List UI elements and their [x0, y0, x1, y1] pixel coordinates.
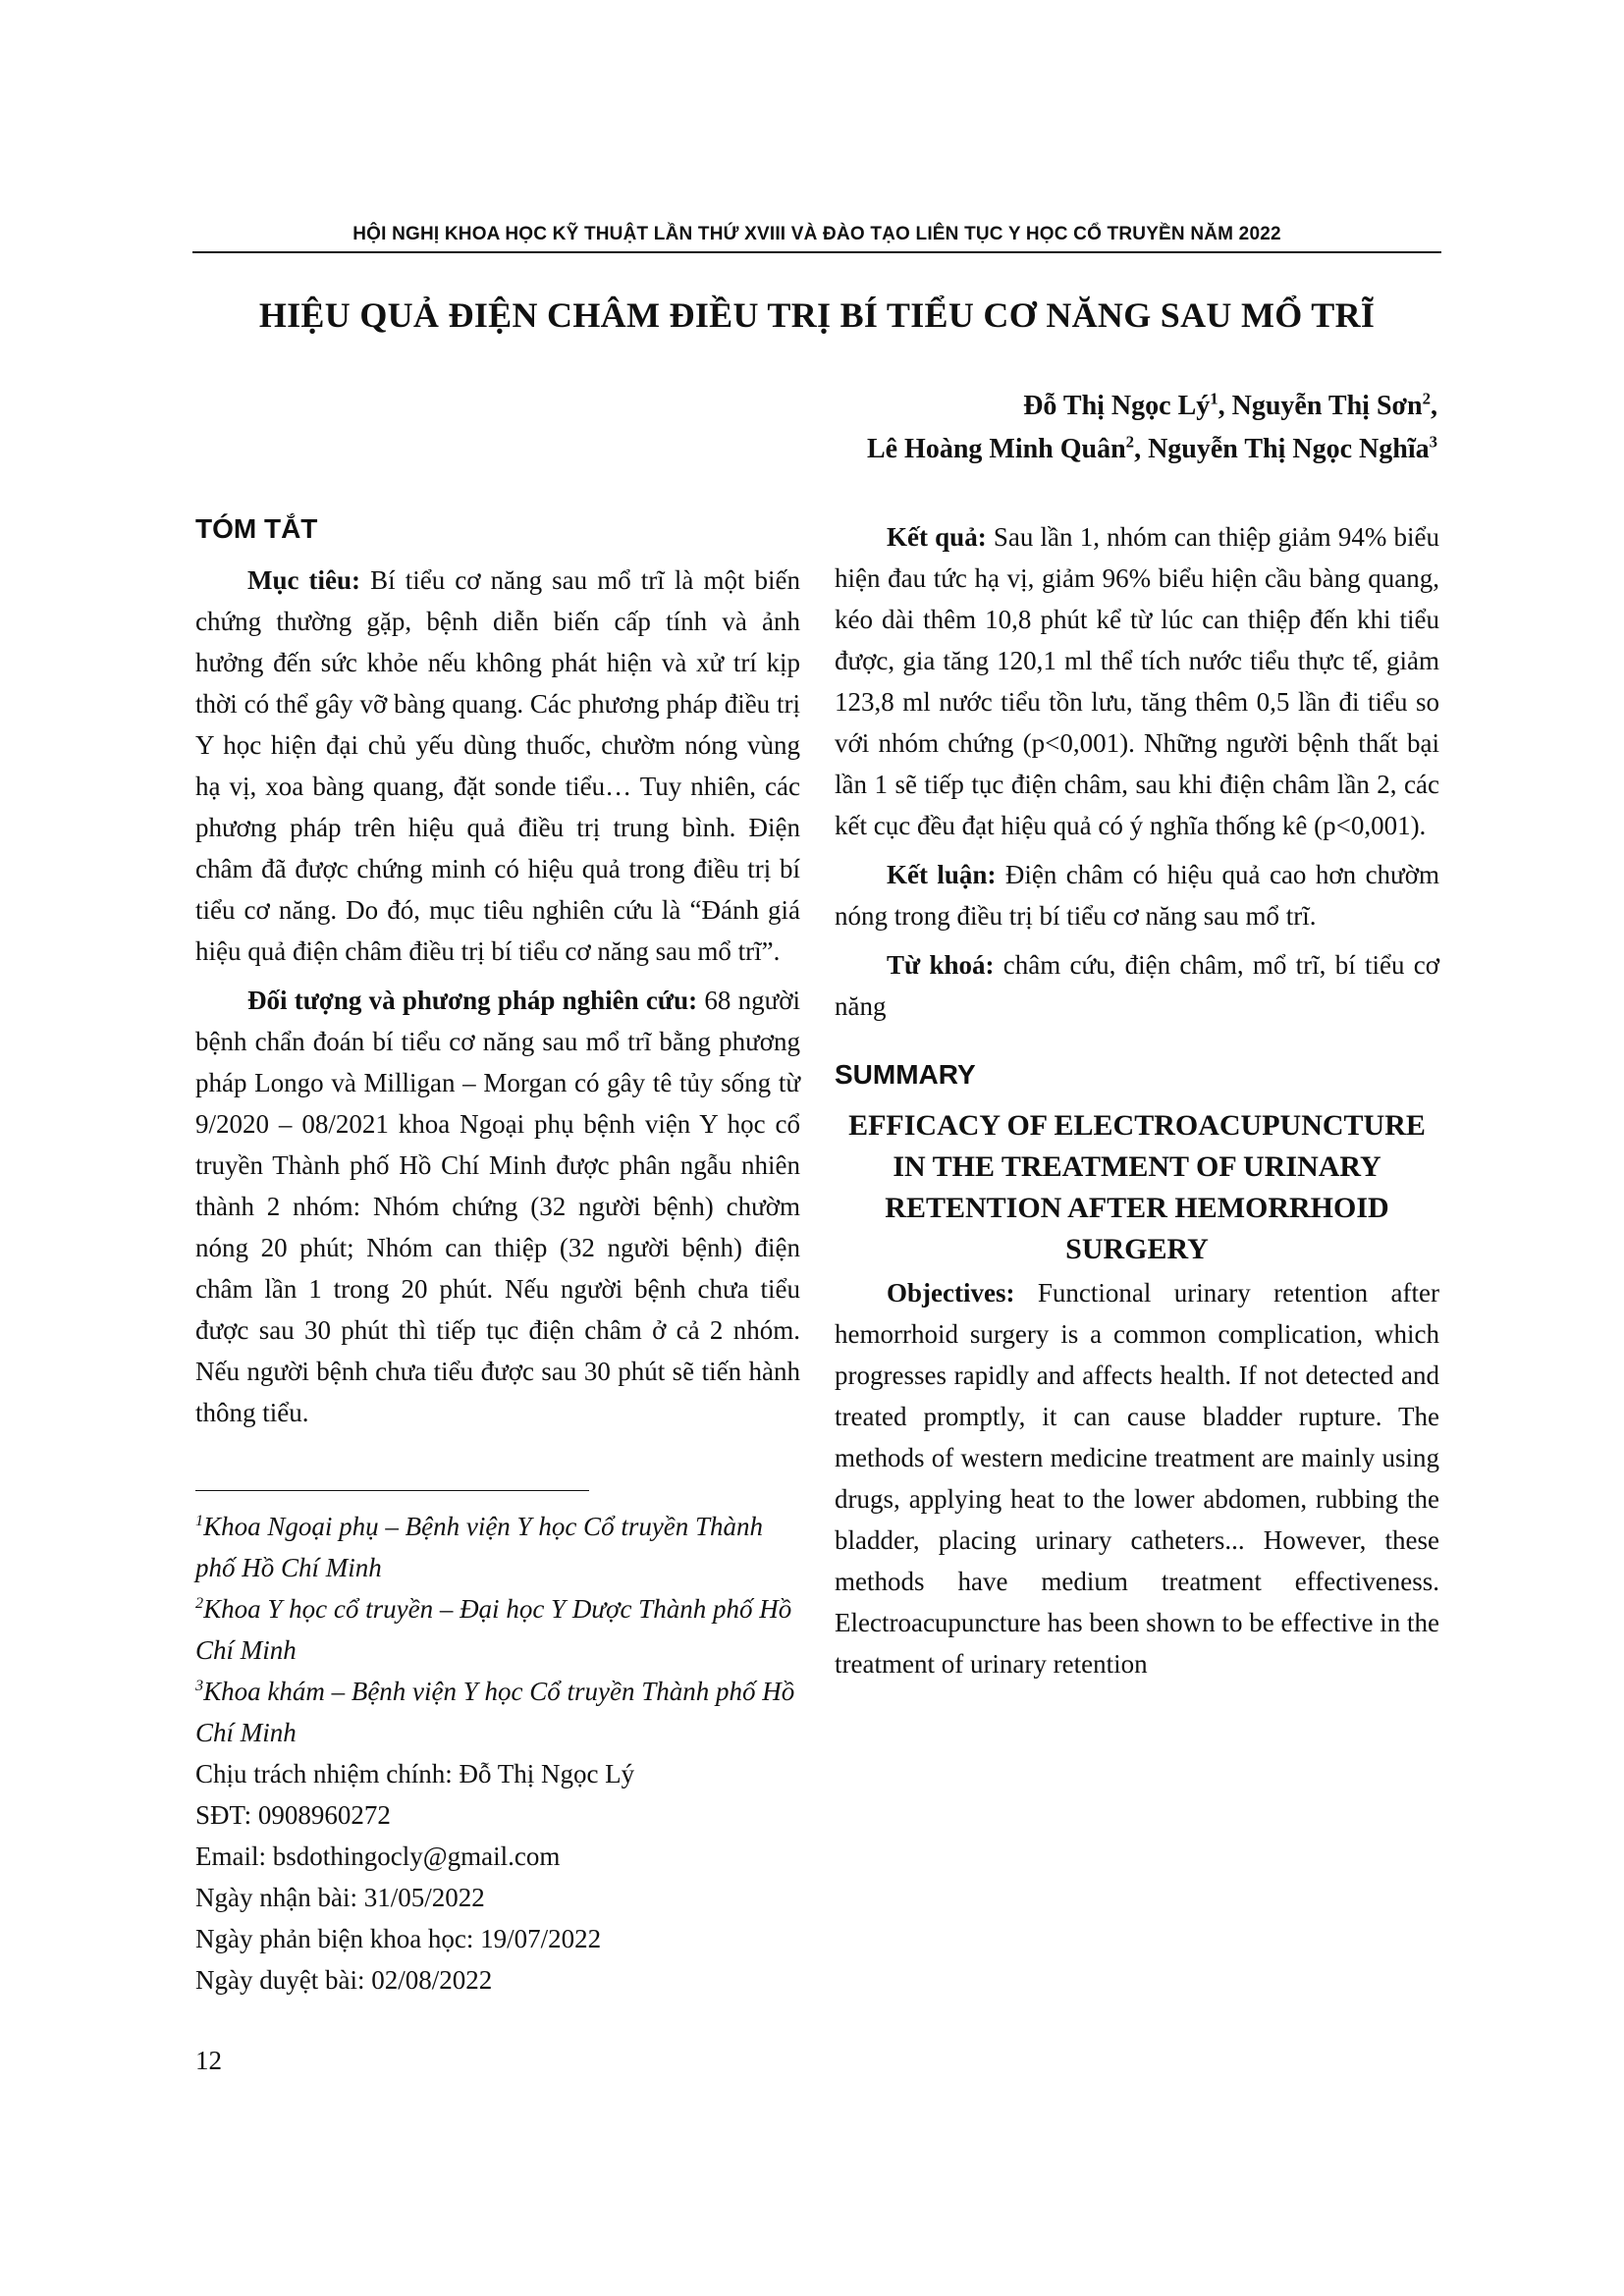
corresponding-author: Chịu trách nhiệm chính: Đỗ Thị Ngọc Lý: [195, 1759, 635, 1789]
paragraph-label: Kết quả:: [887, 522, 987, 552]
keywords: [835, 944, 1439, 1027]
paragraph-text: 68 người bệnh chẩn đoán bí tiểu cơ năng sau mổ trĩ bằng phương pháp Longo và Milligan – Morgan có gây tê tủy sống từ 9/2020 – 08/2021 khoa Ngoại phụ bệnh viện Y học cổ truyền Thành phố Hồ Chí Minh được phân ngẫu nhiên thành 2 nhóm: Nhóm chứng (32 người bệnh) chườm nóng 20 phút; Nhóm can thiệp (32 người bệnh) điện châm lần 1 trong 20 phút. Nếu người bệnh chưa tiểu được sau 30 phút thì tiếp tục điện châm ở cả 2 nhóm. Nếu người bệnh chưa tiểu được sau 30 phút sẽ tiến hành thông tiểu.: [195, 986, 800, 1427]
affiliation-mark: 2: [1422, 389, 1431, 408]
header-rule: [192, 251, 1441, 253]
author-name: Nguyễn Thị Ngọc Nghĩa: [1148, 434, 1430, 464]
paragraph-label: Kết luận:: [887, 860, 997, 889]
abstract-continued: [835, 516, 1439, 1692]
date-reviewed: Ngày phản biện khoa học: 19/07/2022: [195, 1924, 602, 1953]
author-list: [589, 385, 1437, 471]
paragraph-label: Mục tiêu:: [247, 565, 361, 595]
abstract-paragraph: [835, 516, 1439, 846]
author-name: Đỗ Thị Ngọc Lý: [1023, 391, 1211, 421]
section-heading: SUMMARY: [835, 1059, 976, 1090]
footnote-mark: 2: [195, 1594, 204, 1612]
affiliation-mark: 2: [1125, 432, 1135, 452]
paragraph-text: Điện châm có hiệu quả cao hơn chườm nóng trong điều trị bí tiểu cơ năng sau mổ trĩ.: [835, 860, 1439, 931]
paragraph-text: châm cứu, điện châm, mổ trĩ, bí tiểu cơ năng: [835, 950, 1439, 1021]
author-line-2: [589, 428, 1437, 471]
affiliation-footnote: [195, 1506, 800, 1588]
paragraph-text: Bí tiểu cơ năng sau mổ trĩ là một biến chứng thường gặp, bệnh diễn biến cấp tính và ảnh hưởng đến sức khỏe nếu không phát hiện và xử trí kịp thời có thể gây vỡ bàng quang. Các phương pháp điều trị Y học hiện đại chủ yếu dùng thuốc, chườm nóng vùng hạ vị, xoa bàng quang, đặt sonde tiểu… Tuy nhiên, các phương pháp trên hiệu quả điều trị trung bình. Điện châm đã được chứng minh có hiệu quả trong điều trị bí tiểu cơ năng. Do đó, mục tiêu nghiên cứu là “Đánh giá hiệu quả điện châm điều trị bí tiểu cơ năng sau mổ trĩ”.: [195, 565, 801, 966]
footnotes: [195, 1506, 800, 2081]
date-received: Ngày nhận bài: 31/05/2022: [195, 1883, 485, 1912]
conference-header: HỘI NGHỊ KHOA HỌC KỸ THUẬT LẦN THỨ XVIII VÀ ĐÀO TẠO LIÊN TỤC Y HỌC CỔ TRUYỀN NĂM 2022: [352, 224, 1281, 244]
abstract-paragraph: [195, 560, 800, 972]
abstract-paragraph: [835, 1272, 1439, 1684]
affiliation-mark: 3: [1429, 432, 1437, 452]
footnote-rule: [195, 1490, 589, 1491]
phone-number: SĐT: 0908960272: [195, 1800, 391, 1830]
paragraph-text: Sau lần 1, nhóm can thiệp giảm 94% biểu hiện đau tức hạ vị, giảm 96% biểu hiện cầu bàng quang, kéo dài thêm 10,8 phút kể từ lúc can thiệp đến khi tiểu được, gia tăng 120,1 ml thể tích nước tiểu thực tế, giảm 123,8 ml nước tiểu tồn lưu, tăng thêm 0,5 lần đi tiểu so với nhóm chứng (p<0,001). Những người bệnh thất bại lần 1 sẽ tiếp tục điện châm, sau khi điện châm lần 2, các kết cục đều đạt hiệu quả có ý nghĩa thống kê (p<0,001).: [835, 522, 1440, 840]
paragraph-text: Functional urinary retention after hemorrhoid surgery is a common complication, which progresses rapidly and affects health. If not detected and treated promptly, it can cause bladder rupture. The methods of western medicine treatment are mainly using drugs, applying heat to the lower abdomen, rubbing the bladder, placing urinary catheters... However, these methods have medium treatment effectiveness. Electroacupuncture has been shown to be effective in the treatment of urinary retention: [835, 1278, 1439, 1679]
affiliation-footnote: [195, 1671, 800, 1753]
author-name: Nguyễn Thị Sơn: [1231, 391, 1423, 421]
footnote-mark: 1: [195, 1512, 204, 1529]
affiliation-footnote: [195, 1588, 800, 1671]
paragraph-label: Từ khoá:: [887, 950, 995, 980]
author-line-1: [589, 385, 1437, 428]
email-address: Email: bsdothingocly@gmail.com: [195, 1842, 561, 1871]
affiliation-mark: 1: [1210, 389, 1218, 408]
page-number: 12: [195, 2046, 222, 2075]
date-approved: Ngày duyệt bài: 02/08/2022: [195, 1965, 493, 1995]
footnote-text: Khoa khám – Bệnh viện Y học Cổ truyền Thành phố Hồ Chí Minh: [195, 1677, 795, 1747]
abstract-paragraph: [835, 854, 1439, 936]
author-separator: ,: [1134, 434, 1149, 464]
section-heading: TÓM TẮT: [195, 513, 318, 544]
paragraph-label: Đối tượng và phương pháp nghiên cứu:: [247, 986, 698, 1015]
author-name: Lê Hoàng Minh Quân: [866, 434, 1126, 464]
abstract-paragraph: [195, 980, 800, 1433]
english-title: EFFICACY OF ELECTROACUPUNCTURE IN THE TREATMENT OF URINARY RETENTION AFTER HEMORRHOID SURGERY: [848, 1109, 1426, 1265]
author-separator: ,: [1431, 391, 1437, 421]
footnote-text: Khoa Y học cổ truyền – Đại học Y Dược Thành phố Hồ Chí Minh: [195, 1594, 792, 1665]
paragraph-label: Objectives:: [887, 1278, 1015, 1308]
footnote-text: Khoa Ngoại phụ – Bệnh viện Y học Cổ truyền Thành phố Hồ Chí Minh: [195, 1512, 764, 1582]
author-separator: ,: [1218, 391, 1232, 421]
footnote-mark: 3: [195, 1677, 204, 1694]
paper-title: HIỆU QUẢ ĐIỆN CHÂM ĐIỀU TRỊ BÍ TIỂU CƠ NĂNG SAU MỔ TRĨ: [258, 295, 1376, 335]
abstract-vietnamese: [195, 508, 800, 1441]
